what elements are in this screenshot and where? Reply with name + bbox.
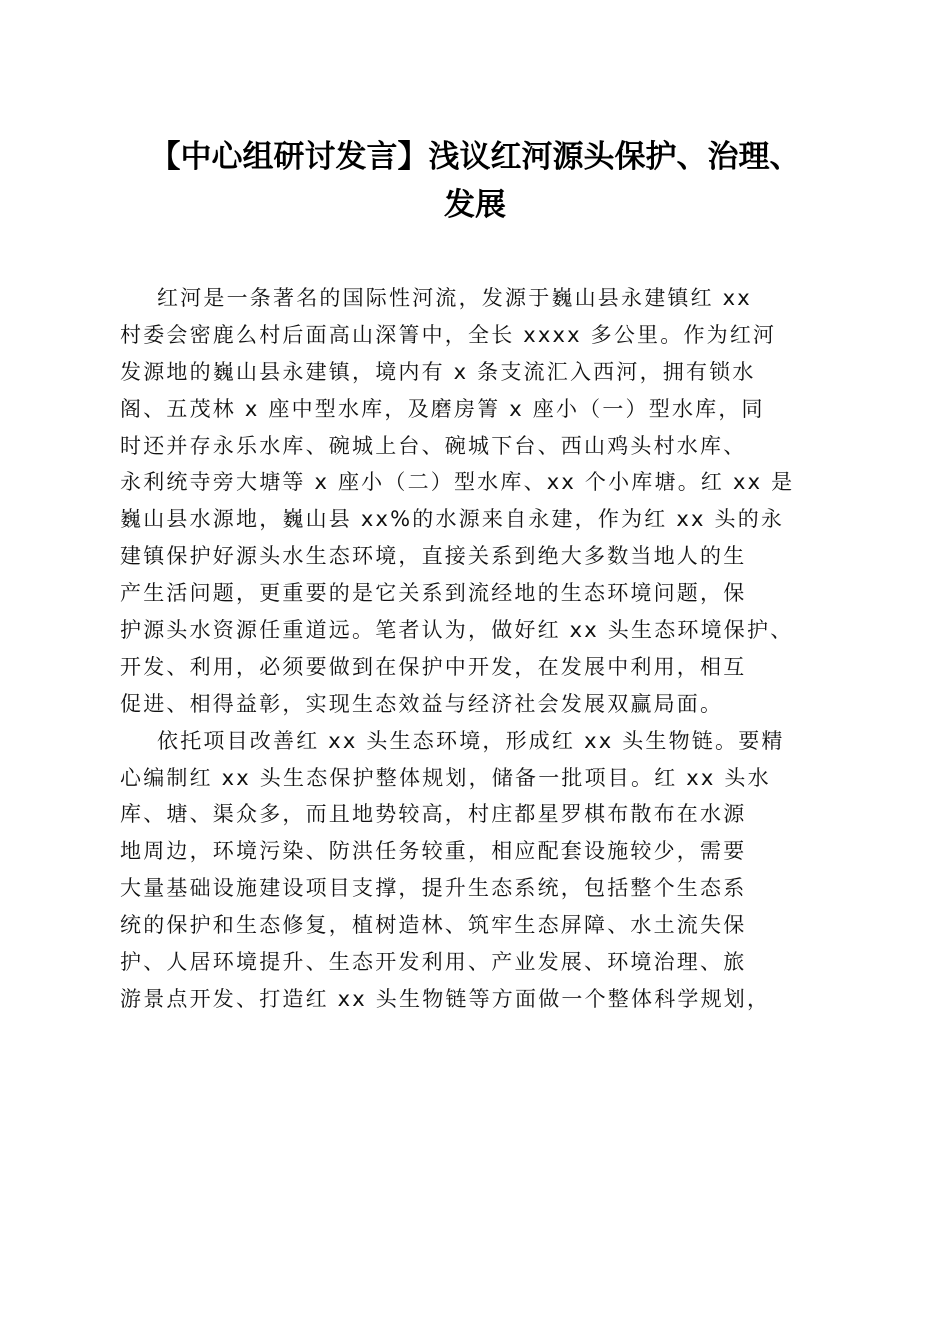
document-title (100, 133, 850, 229)
text-line: 促进、相得益彰，实现生态效益与经济社会发展双赢局面。 (120, 691, 724, 716)
text-line: 建镇保护好源头水生态环境，直接关系到绝大多数当地人的生 (120, 544, 747, 569)
text-line: 依托项目改善红 xx 头生态环境，形成红 xx 头生物链。要精 (157, 728, 785, 753)
document-body (120, 280, 840, 1018)
text-line: 红河是一条著名的国际性河流，发源于巍山县永建镇红 xx (157, 286, 752, 310)
text-line: 地周边，环境污染、防洪任务较重，相应配套设施较少，需要 (120, 839, 747, 864)
text-line: 时还并存永乐水库、碗城上台、碗城下台、西山鸡头村水库、 (120, 433, 747, 458)
text-line: 村委会密鹿么村后面高山深箐中，全长 xxxx 多公里。作为红河 (120, 322, 777, 347)
text-line: 大量基础设施建设项目支撑，提升生态系统，包括整个生态系 (120, 876, 747, 901)
title-line-2: 发展 (444, 187, 506, 223)
text-line: 产生活问题，更重要的是它关系到流经地的生态环境问题，保 (120, 581, 747, 606)
text-line: 统的保护和生态修复，植树造林、筑牢生态屏障、水土流失保 (120, 913, 747, 938)
paragraph-2 (120, 723, 840, 1018)
text-line: 心编制红 xx 头生态保护整体规划，储备一批项目。红 xx 头水 (120, 765, 771, 790)
text-line: 阁、五茂林 x 座中型水库，及磨房箐 x 座小（一）型水库，同 (120, 396, 765, 421)
text-line: 护、人居环境提升、生态开发利用、产业发展、环境治理、旅 (120, 950, 747, 975)
text-line: 游景点开发、打造红 xx 头生物链等方面做一个整体科学规划， (120, 986, 771, 1011)
title-line-1: 【中心组研讨发言】浅议红河源头保护、治理、 (149, 139, 801, 175)
text-line: 库、塘、渠众多，而且地势较高，村庄都星罗棋布散布在水源 (120, 802, 747, 827)
text-line: 巍山县水源地，巍山县 xx%的水源来自永建，作为红 xx 头的永 (120, 507, 785, 532)
text-line: 开发、利用，必须要做到在保护中开发，在发展中利用，相互 (120, 654, 747, 679)
text-line: 永利统寺旁大塘等 x 座小（二）型水库、xx 个小库塘。红 xx 是 (120, 470, 795, 495)
text-line: 护源头水资源任重道远。笔者认为，做好红 xx 头生态环境保护、 (120, 618, 794, 643)
paragraph-1 (120, 280, 840, 723)
text-line: 发源地的巍山县永建镇，境内有 x 条支流汇入西河，拥有锁水 (120, 359, 756, 384)
